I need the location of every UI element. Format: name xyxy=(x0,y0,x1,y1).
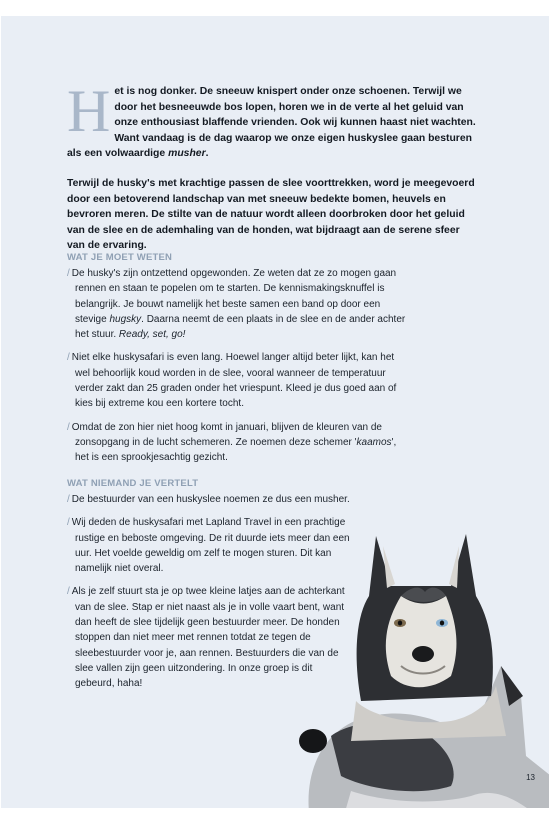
magazine-page xyxy=(1,16,549,808)
page-number: 13 xyxy=(526,773,535,782)
item-text: Niet elke huskysafari is even lang. Hoewel langer altijd beter lijkt, kan het wel behoorlijk koud worden in de slee, vooral wanneer de temperatuur verder zakt dan 25 graden onder het vriespunt. Kleed je dus goed aan of kies bij extreme kou een kortere tocht. xyxy=(71,352,397,410)
item-text: Wij deden de huskysafari met Lapland Travel in een prachtige rustige en beboste omgeving. De rit duurde iets meer dan een uur. Het voelde geweldig om zelf te mogen sturen. Dit kan namelijk niet overal. xyxy=(71,517,350,575)
item-text: De bestuurder van een huskyslee noemen ze dus een musher. xyxy=(71,494,350,505)
front-husky xyxy=(351,534,506,741)
list-item xyxy=(67,420,407,466)
item-italic: hugsky xyxy=(109,313,142,325)
slash-bullet: / xyxy=(67,421,70,433)
slash-bullet: / xyxy=(67,494,70,505)
section-heading-know: WAT JE MOET WETEN xyxy=(67,252,173,263)
item-text: ', het is een sprookjesachtig gezicht. xyxy=(75,436,397,464)
intro-text xyxy=(67,78,479,268)
slash-bullet: / xyxy=(67,586,70,598)
intro-paragraph-2: Terwijl de husky's met krachtige passen de slee voorttrekken, word je meegevoerd door een betoverend landschap van met sneeuw bedekte bomen, heuvels en bevroren meren. De stilte van de natuur wordt alleen doorbroken door het geluid van de slee en de ademhaling van de honden, wat bijdraagt aan de serene sfeer van de ervaring. xyxy=(67,177,475,252)
item-text: Als je zelf stuurt sta je op twee kleine latjes aan de achterkant van de slee. Stap er niet naast als je in volle vaart bent, want dan heeft de slee tijdelijk geen bestuurder meer. De honden stoppen dan niet meer met rennen totdat ze tegen de sleebestuurder voor je, aan rennen. Bestuurders die van de slee vallen zijn geen uitzondering. In onze groep is dit gebeurd, haha! xyxy=(71,586,345,690)
section-heading-untold: WAT NIEMAND JE VERTELT xyxy=(67,478,199,489)
intro-p1-italic: musher xyxy=(168,148,206,160)
item-italic: kaamos xyxy=(356,436,392,448)
item-text: Omdat de zon hier niet hoog komt in januari, blijven de kleuren van de zonsopgang in de lucht schemeren. Ze noemen deze schemer ' xyxy=(71,421,382,448)
intro-p1-end: . xyxy=(205,148,209,160)
intro-p1-text: et is nog donker. De sneeuw knispert onder onze schoenen. Terwijl we door het besneeuwde bos lopen, horen we in de verte al het geluid van onze enthousiast blaffende vrienden. Ook wij kunnen haast niet wachten. Want vandaag is de dag waarop we onze eigen huskyslee gaan besturen als een volwaardige xyxy=(67,86,476,160)
list-item xyxy=(67,266,407,342)
slash-bullet: / xyxy=(67,517,70,529)
drop-cap: H xyxy=(67,78,111,144)
list-item xyxy=(67,492,351,507)
item-text: . Daarna neemt de een plaats in de slee en de ander achter het stuur. xyxy=(75,313,406,341)
item-italic: Ready, set, go! xyxy=(118,329,186,341)
intro-paragraph-1 xyxy=(67,78,479,162)
husky-photo xyxy=(291,526,549,808)
know-list xyxy=(67,266,407,474)
slash-bullet: / xyxy=(67,268,70,279)
slash-bullet: / xyxy=(67,352,70,364)
item-text: De husky's zijn ontzettend opgewonden. Ze weten dat ze zo mogen gaan rennen en staan te popelen om te starten. De kennismakingsknuffel is belangrijk. Je bouwt namelijk het beste samen een band op door een stevige xyxy=(71,268,397,325)
list-item xyxy=(67,350,407,411)
